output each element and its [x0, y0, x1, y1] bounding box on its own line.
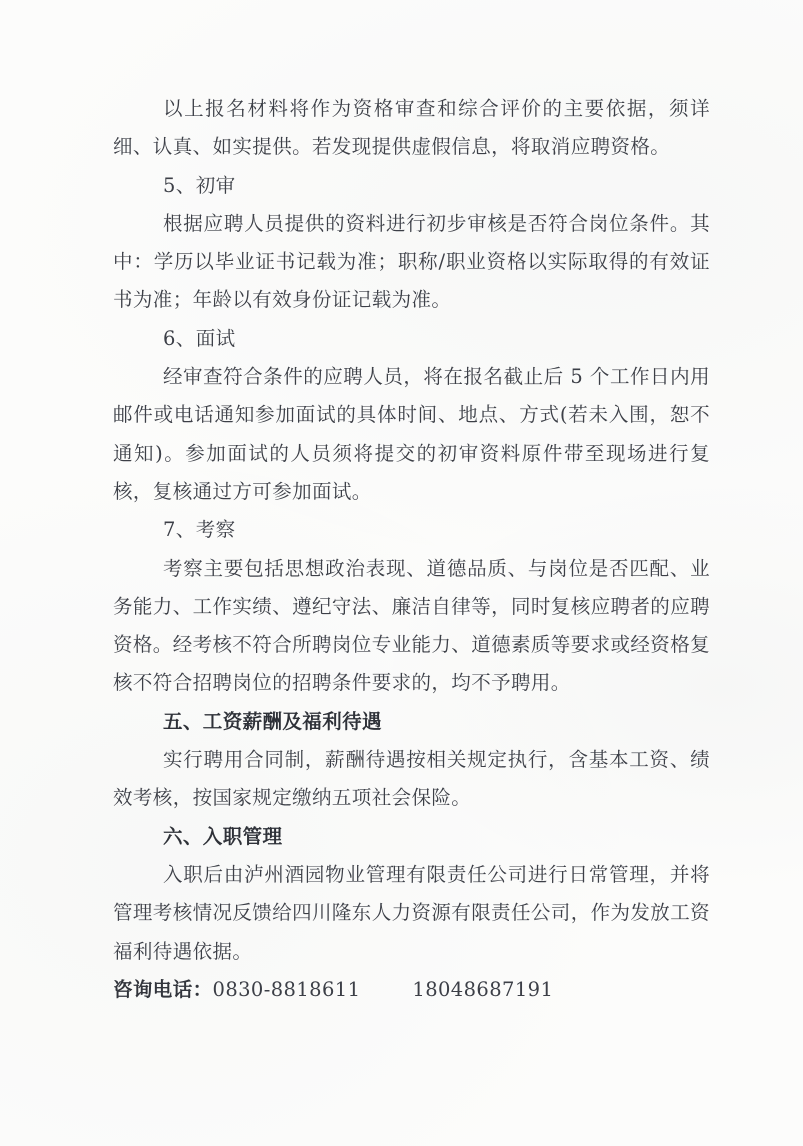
paragraph-inspection: 考察主要包括思想政治表现、道德品质、与岗位是否匹配、业务能力、工作实绩、遵纪守法、廉洁自律等，同时复核应聘者的应聘资格。经考核不符合所聘岗位专业能力、道德素质等要求或经资格复核不符合招聘岗位的招聘条件要求的，均不予聘用。	[113, 556, 711, 695]
paragraph-onboarding-management: 入职后由泸州酒园物业管理有限责任公司进行日常管理，并将管理考核情况反馈给四川隆东人力资源有限责任公司，作为发放工资福利待遇依据。	[113, 862, 711, 963]
heading-6-onboarding-management: 六、入职管理	[163, 824, 283, 848]
subheading-5-preliminary-review: 5、初审	[163, 173, 236, 197]
paragraph-preliminary-review: 根据应聘人员提供的资料进行初步审核是否符合岗位条件。其中：学历以毕业证书记载为准；职称/职业资格以实际取得的有效证书为准；年龄以有效身份证记载为准。	[113, 211, 710, 312]
heading-5-salary-benefits: 五、工资薪酬及福利待遇	[163, 709, 382, 733]
document-body	[113, 90, 710, 1009]
contact-line	[113, 971, 710, 1009]
contact-phone-label: 咨询电话：	[113, 977, 213, 1001]
contact-phone-number-2: 18048687191	[412, 977, 554, 1001]
paragraph-interview: 经审查符合条件的应聘人员，将在报名截止后 5 个工作日内用邮件或电话通知参加面试的具体时间、地点、方式(若未入围，恕不通知)。参加面试的人员须将提交的初审资料原件带至现场进行复核，复核通过方可参加面试。	[113, 365, 710, 503]
paragraph-salary-benefits: 实行聘用合同制，薪酬待遇按相关规定执行，含基本工资、绩效考核，按国家规定缴纳五项社会保险。	[113, 748, 710, 810]
paragraph-materials-notice: 以上报名材料将作为资格审查和综合评价的主要依据，须详细、认真、如实提供。若发现提供虚假信息，将取消应聘资格。	[113, 97, 710, 159]
contact-phone-number-1: 0830-8818611	[212, 977, 361, 1001]
subheading-6-interview: 6、面试	[163, 326, 236, 350]
subheading-7-inspection: 7、考察	[163, 518, 236, 542]
